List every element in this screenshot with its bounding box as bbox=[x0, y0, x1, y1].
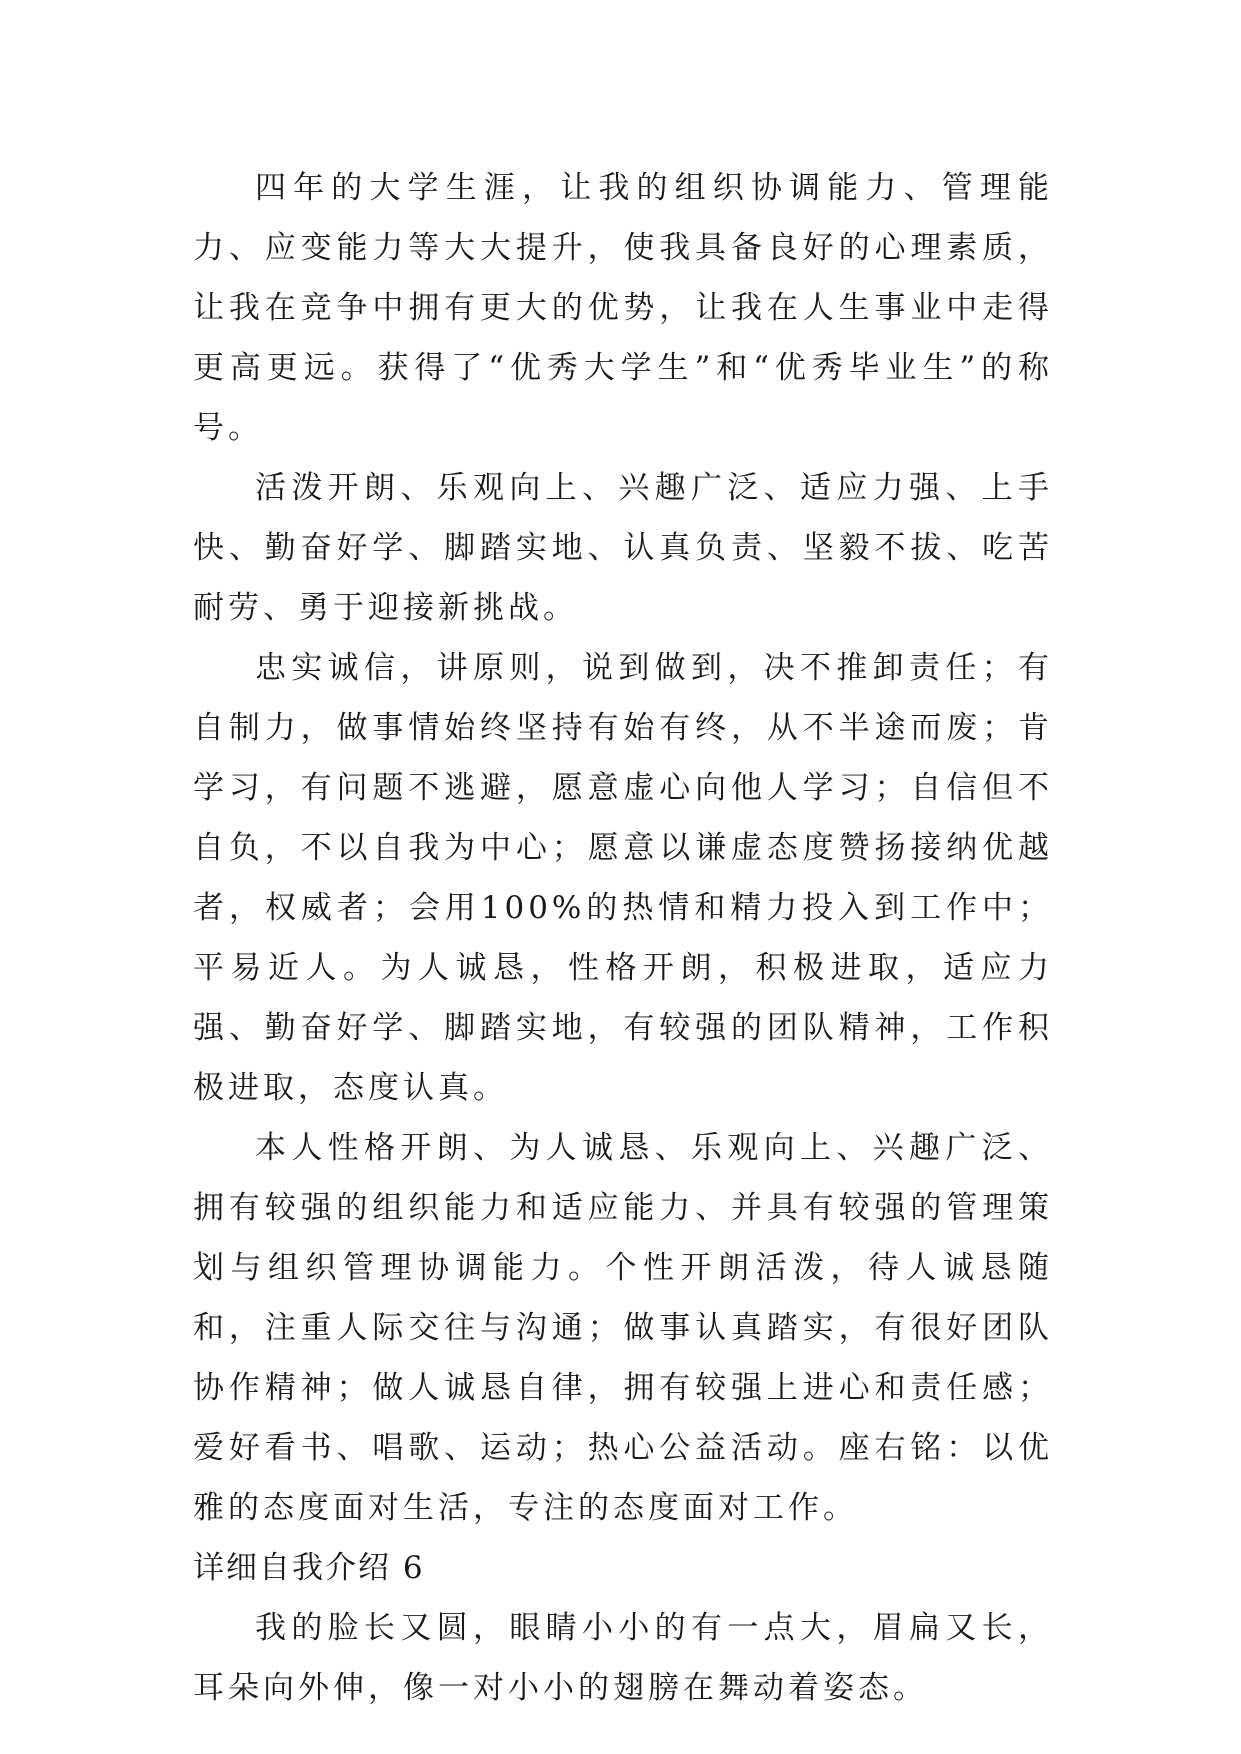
paragraph-university-growth: 四年的大学生涯，让我的组织协调能力、管理能力、应变能力等大大提升，使我具备良好的心理素质，让我在竞争中拥有更大的优势，让我在人生事业中走得更高更远。获得了“优秀大学生”和“优秀毕业生”的称号。 bbox=[193, 170, 1053, 446]
paragraph-personality-traits: 活泼开朗、乐观向上、兴趣广泛、适应力强、上手快、勤奋好学、脚踏实地、认真负责、坚毅不拔、吃苦耐劳、勇于迎接新挑战。 bbox=[193, 470, 1053, 626]
paragraph-self-summary: 本人性格开朗、为人诚恳、乐观向上、兴趣广泛、拥有较强的组织能力和适应能力、并具有较强的管理策划与组织管理协调能力。个性开朗活泼，待人诚恳随和，注重人际交往与沟通；做事认真踏实，有很好团队协作精神；做人诚恳自律，拥有较强上进心和责任感；爱好看书、唱歌、运动；热心公益活动。座右铭：以优雅的态度面对生活，专注的态度面对工作。 bbox=[193, 1130, 1053, 1526]
document-body bbox=[193, 158, 1053, 1718]
paragraph-work-attitude: 忠实诚信，讲原则，说到做到，决不推卸责任；有自制力，做事情始终坚持有始有终，从不半途而废；肯学习，有问题不逃避，愿意虚心向他人学习；自信但不自负，不以自我为中心；愿意以谦虚态度赞扬接纳优越者，权威者；会用100%的热情和精力投入到工作中；平易近人。为人诚恳，性格开朗，积极进取，适应力强、勤奋好学、脚踏实地，有较强的团队精神，工作积极进取，态度认真。 bbox=[193, 650, 1053, 1106]
section-heading: 详细自我介绍 6 bbox=[193, 1550, 425, 1586]
paragraph-appearance: 我的脸长又圆，眼睛小小的有一点大，眉扁又长，耳朵向外伸，像一对小小的翅膀在舞动着姿态。 bbox=[193, 1610, 1053, 1706]
